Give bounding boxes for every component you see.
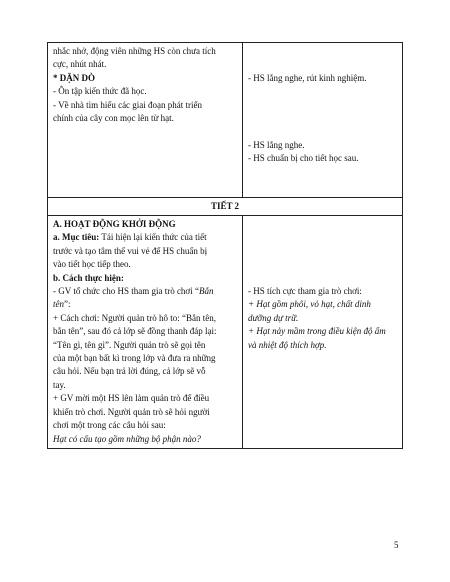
text-line: Tái hiện lại kiến thức của tiết	[99, 232, 207, 243]
text-line: - HS chuẩn bị cho tiết học sau.	[248, 153, 359, 164]
answer-line: + Hạt gồm phôi, vỏ hạt, chất dinh	[248, 299, 371, 310]
game-name: Bắn	[198, 286, 214, 297]
text-line: vào tiết học tiếp theo.	[53, 259, 131, 270]
text-line: chính của cây con mọc lên từ hạt.	[53, 113, 174, 124]
text-line: nhắc nhở, động viên những HS còn chưa tích	[53, 46, 216, 56]
homework-heading: * DẶN DÒ	[53, 72, 95, 83]
teacher-activity-cell	[48, 43, 243, 197]
page-number: 5	[394, 540, 399, 550]
table-row-closing	[48, 43, 402, 198]
text-line: - HS lắng nghe.	[248, 139, 305, 150]
goal-label: a. Mục tiêu:	[53, 232, 100, 243]
text-line: - HS tích cực tham gia trò chơi:	[248, 285, 362, 296]
text-line: khiển trò chơi. Người quản trò sẽ hỏi người	[53, 406, 210, 417]
text-line: chơi một trong các câu hỏi sau:	[53, 420, 166, 431]
text-line: ”:	[64, 299, 71, 310]
text-line: trước và tạo tâm thế vui vẻ để HS chuẩn bị	[53, 245, 208, 256]
text-line: bắn tên”, sau đó cả lớp sẽ đồng thanh đáp lại:	[53, 326, 217, 337]
text-line: cực, nhút nhát.	[53, 59, 107, 70]
text-line: - Ôn tập kiến thức đã học.	[53, 86, 147, 97]
student-activity-cell	[243, 43, 402, 197]
question-text: Hạt có cấu tạo gồm những bộ phận nào?	[53, 433, 201, 444]
text-line: - GV tổ chức cho HS tham gia trò chơi “	[53, 286, 199, 297]
table-row-activity	[48, 216, 402, 448]
section-heading: A. HOẠT ĐỘNG KHỞI ĐỘNG	[53, 219, 176, 229]
text-line: tay.	[53, 379, 66, 390]
text-line: + Cách chơi: Người quản trò hô to: “Bắn tên,	[53, 312, 216, 323]
lesson-plan-table	[47, 42, 403, 449]
period-title: TIẾT 2	[210, 201, 240, 211]
table-row-period	[48, 198, 402, 216]
text-line: của một bạn bất kì trong lớp và đưa ra những	[53, 353, 216, 364]
text-line: - Về nhà tìm hiểu các giai đoạn phát triển	[53, 99, 203, 110]
text-line: + GV mời một HS lên làm quản trò để điều	[53, 393, 210, 404]
teacher-activity-cell	[48, 216, 243, 448]
game-name: tên	[53, 299, 64, 310]
method-label: b. Cách thực hiện:	[53, 272, 124, 283]
answer-line: + Hạt nảy mầm trong điều kiện độ ẩm	[248, 326, 386, 337]
text-line: - HS lắng nghe, rút kinh nghiệm.	[248, 72, 367, 83]
text-line: “Tên gì, tên gì”. Người quản trò sẽ gọi tên	[53, 339, 206, 350]
answer-line: và nhiệt độ thích hợp.	[248, 339, 327, 350]
student-activity-cell	[243, 216, 402, 448]
answer-line: dưỡng dự trữ.	[248, 312, 299, 323]
text-line: câu hỏi. Nếu bạn trả lời đúng, cả lớp sẽ vỗ	[53, 366, 206, 377]
